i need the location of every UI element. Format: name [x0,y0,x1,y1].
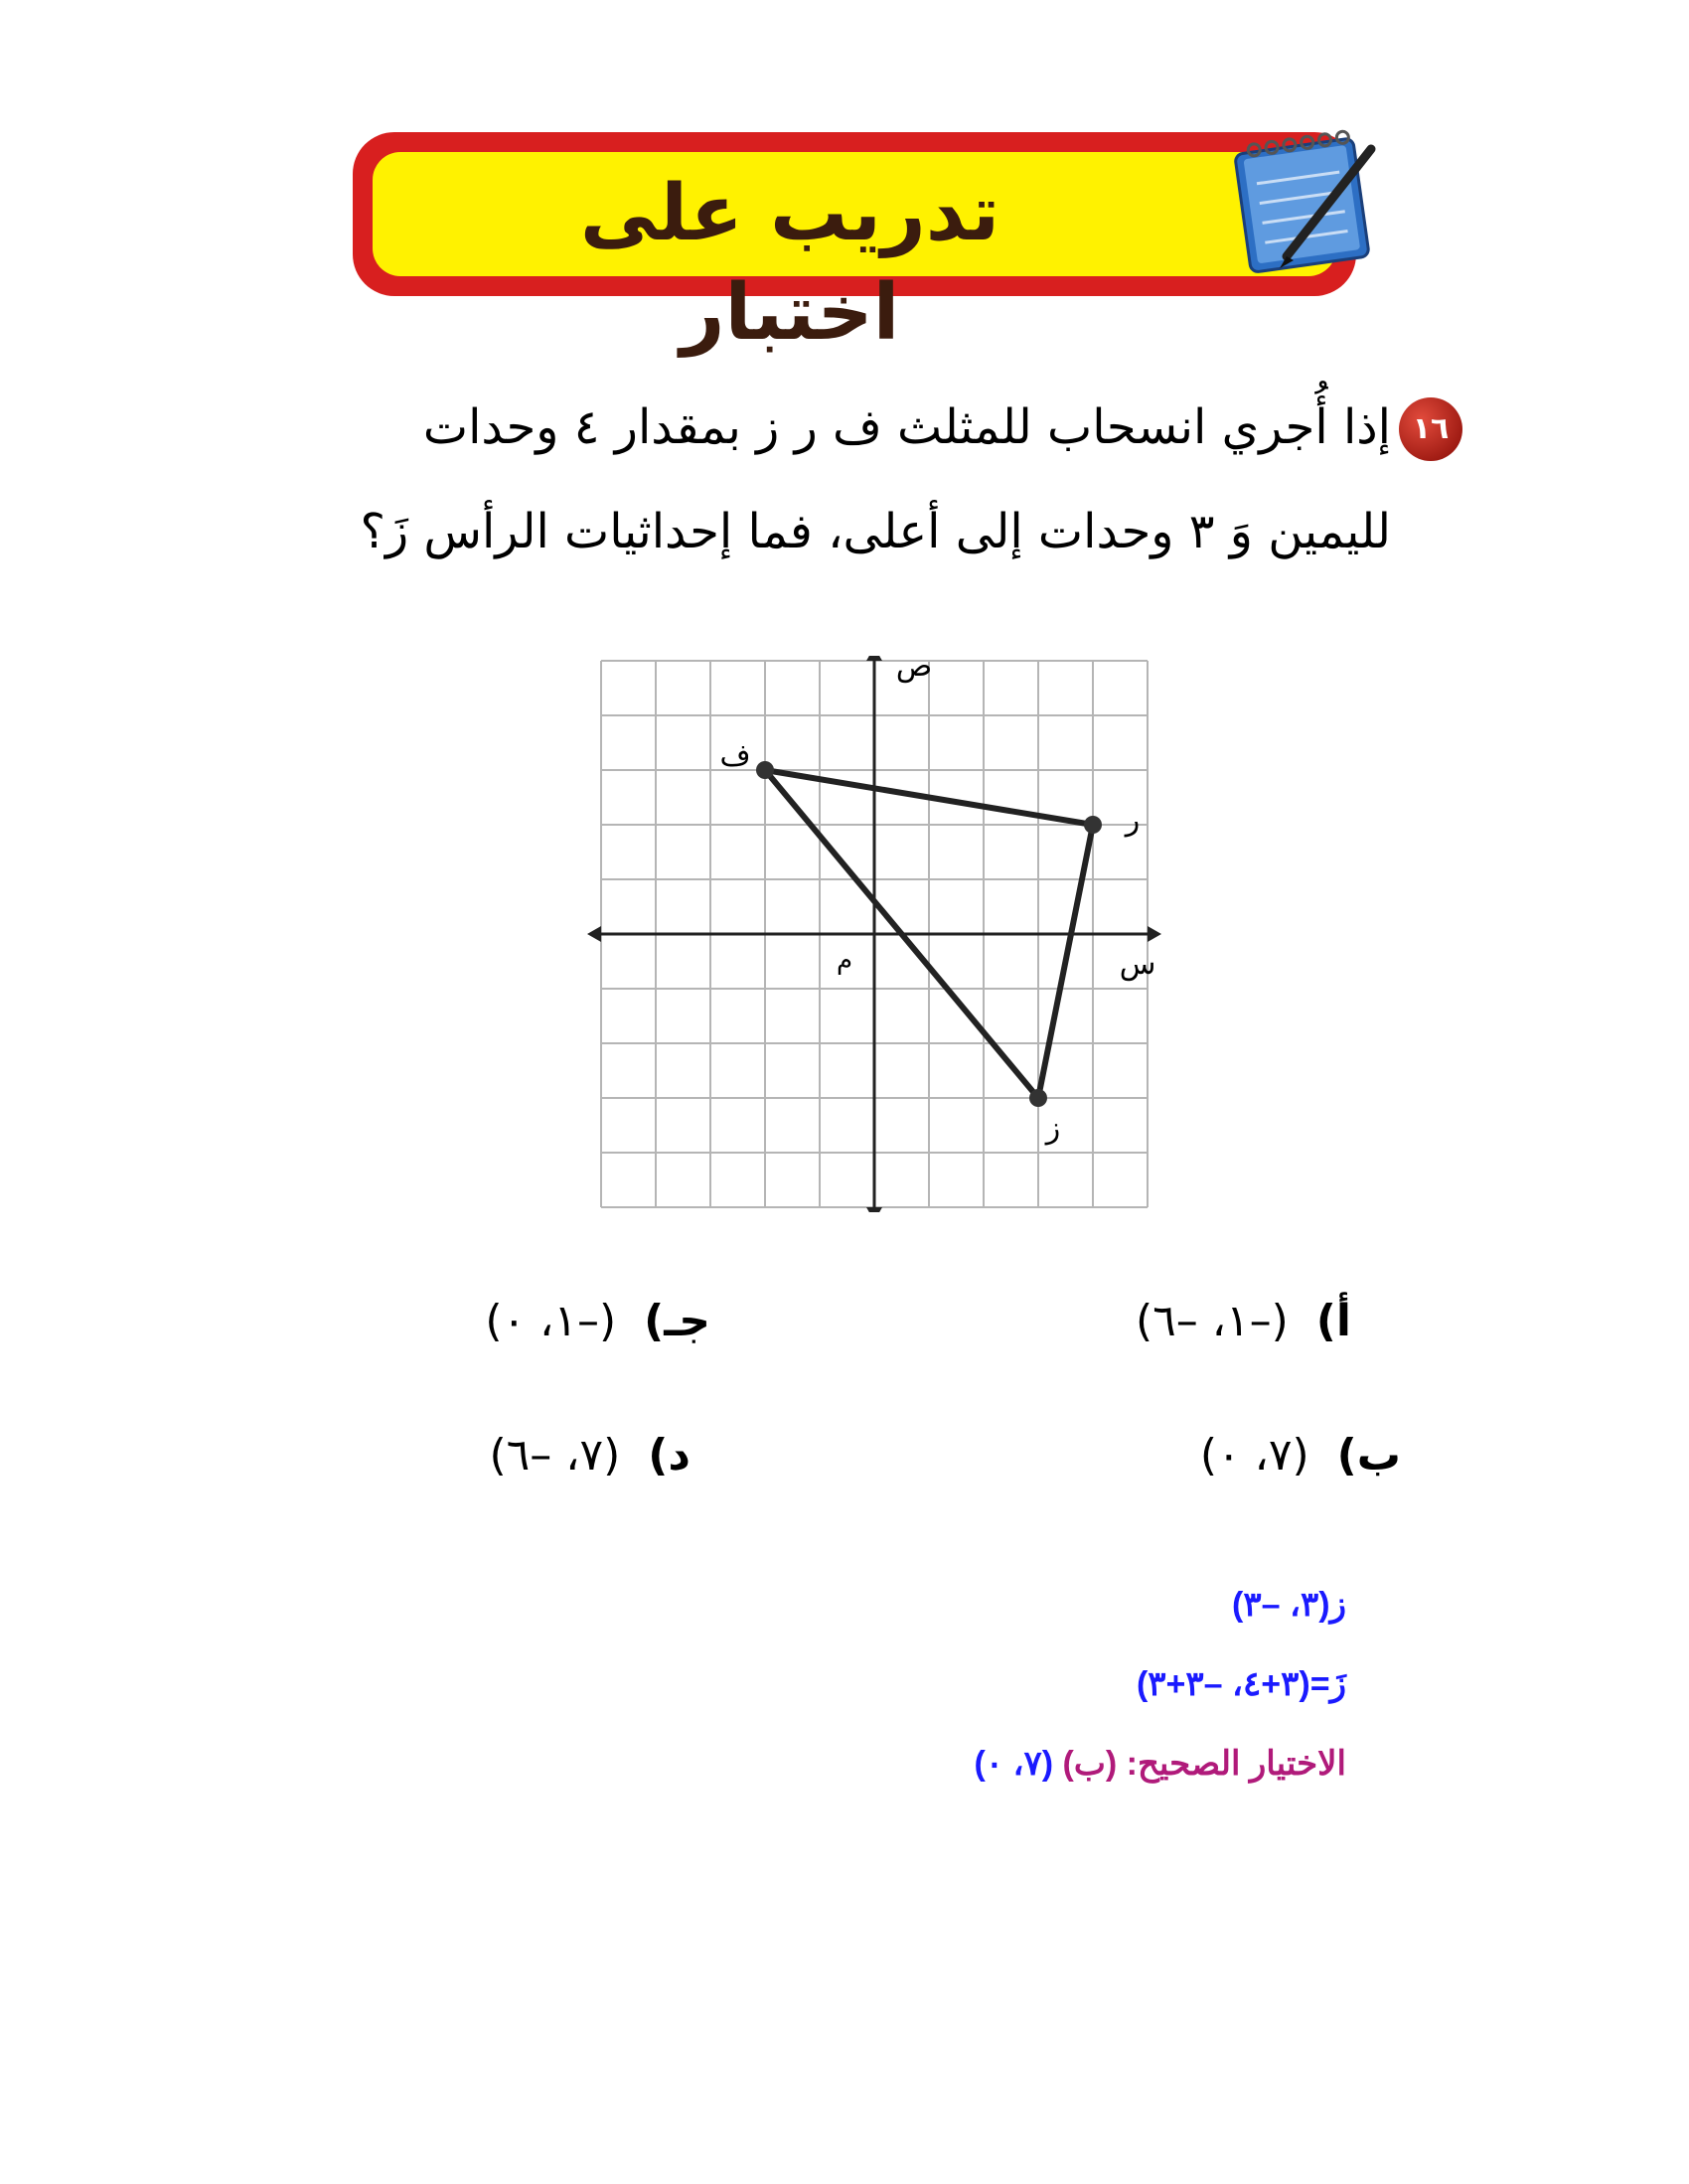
solution-line-3 [974,1739,1346,1789]
banner [353,132,1356,358]
vertex-point [756,761,774,779]
vertex-point [1029,1089,1047,1107]
answer-value: (٧، ٠) [974,1745,1054,1783]
question-text-line-2: لليمين وَ ٣ وحدات إلى أعلى، فما إحداثيات الرأس زَ؟ [360,504,1391,559]
option-b [1200,1421,1401,1490]
y-axis-label: ص [895,656,933,684]
vertex-label: ر [1125,803,1141,838]
solution-line-1: ز(٣، –٣) [1232,1586,1346,1624]
vertex-point [1084,816,1102,834]
y-axis-arrow-down [866,1207,882,1212]
option-d-value: (٧، –٦) [489,1430,621,1481]
option-b-value: (٧، ٠) [1199,1430,1309,1481]
answer-prefix: الاختيار الصحيح: [1126,1745,1346,1783]
option-c-label: جـ) [644,1296,710,1346]
banner-inner [373,152,1336,358]
option-d [489,1421,691,1490]
solution-line-2: زَ=(٣+٤، –٣+٣) [1136,1665,1346,1703]
option-b-label: ب) [1336,1430,1401,1481]
option-c [485,1287,710,1356]
question-number-badge: ١٦ [1399,397,1462,461]
option-a [1136,1287,1351,1356]
notebook-pen-icon [1222,127,1391,276]
banner-title: تدريب على اختبار [579,169,1000,358]
option-a-label: أ) [1315,1296,1351,1346]
question-text-line-1: إذا أُجري انسحاب للمثلث ف ر ز بمقدار ٤ وحدات [422,399,1391,455]
option-a-value: (–١، –٦) [1135,1296,1289,1346]
origin-label: م [836,946,853,976]
x-axis-arrow-right [1148,926,1161,942]
graph-axes [587,656,1161,1212]
option-c-value: (–١، ٠) [485,1296,617,1346]
answer-choice: (ب) [1062,1745,1118,1783]
coordinate-graph [586,656,1162,1212]
x-axis-label: س [1119,947,1156,982]
vertex-label: ف [719,738,751,773]
option-d-label: د) [648,1430,691,1481]
x-axis-arrow-left [587,926,601,942]
y-axis-arrow-up [866,656,882,661]
vertex-label: ز [1045,1111,1061,1146]
